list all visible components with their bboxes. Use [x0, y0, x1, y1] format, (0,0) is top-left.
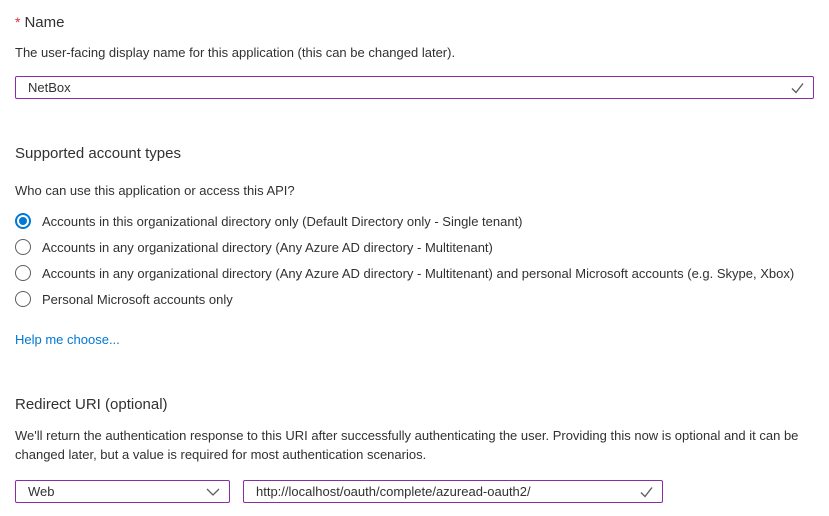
- name-section-title: [15, 12, 814, 33]
- radio-option-label: Personal Microsoft accounts only: [42, 291, 233, 307]
- platform-select[interactable]: [15, 480, 230, 503]
- redirect-uri-input[interactable]: [244, 481, 662, 502]
- redirect-uri-field-wrapper: [243, 480, 663, 503]
- radio-option-label: Accounts in this organizational directory only (Default Directory only - Single tenant): [42, 213, 523, 229]
- chevron-down-icon: [206, 488, 220, 496]
- name-title-text: Name: [24, 14, 65, 31]
- required-asterisk: *: [15, 14, 21, 30]
- radio-option-label: Accounts in any organizational directory (Any Azure AD directory - Multitenant): [42, 239, 493, 255]
- help-me-choose-link[interactable]: Help me choose...: [15, 332, 120, 347]
- redirect-uri-row: [15, 480, 814, 503]
- radio-circle-icon: [15, 291, 31, 307]
- valid-check-icon: [790, 81, 805, 94]
- platform-select-value: Web: [28, 484, 55, 499]
- account-types-question: Who can use this application or access this API?: [15, 183, 295, 198]
- account-types-radio-group: [15, 208, 814, 312]
- redirect-uri-description: We'll return the authentication response to this URI after successfully authenticating the user. Providing this now is optional and it can be changed later, but a value is required for most authentication scenarios.: [15, 428, 799, 462]
- name-field-wrapper: [15, 76, 814, 99]
- account-types-title: Supported account types: [15, 145, 181, 162]
- radio-option-multitenant[interactable]: [15, 234, 814, 260]
- valid-check-icon: [639, 485, 654, 498]
- radio-option-personal-only[interactable]: [15, 286, 814, 312]
- radio-option-label: Accounts in any organizational directory (Any Azure AD directory - Multitenant) and personal Microsoft accounts (e.g. Skype, Xbox): [42, 265, 795, 281]
- name-description: The user-facing display name for this application (this can be changed later).: [15, 45, 456, 60]
- radio-option-single-tenant[interactable]: [15, 208, 814, 234]
- radio-option-multitenant-personal[interactable]: [15, 260, 814, 286]
- radio-circle-icon: [15, 265, 31, 281]
- radio-circle-icon: [15, 239, 31, 255]
- name-input[interactable]: [16, 77, 813, 98]
- radio-circle-icon: [15, 213, 31, 229]
- redirect-uri-title: Redirect URI (optional): [15, 396, 168, 413]
